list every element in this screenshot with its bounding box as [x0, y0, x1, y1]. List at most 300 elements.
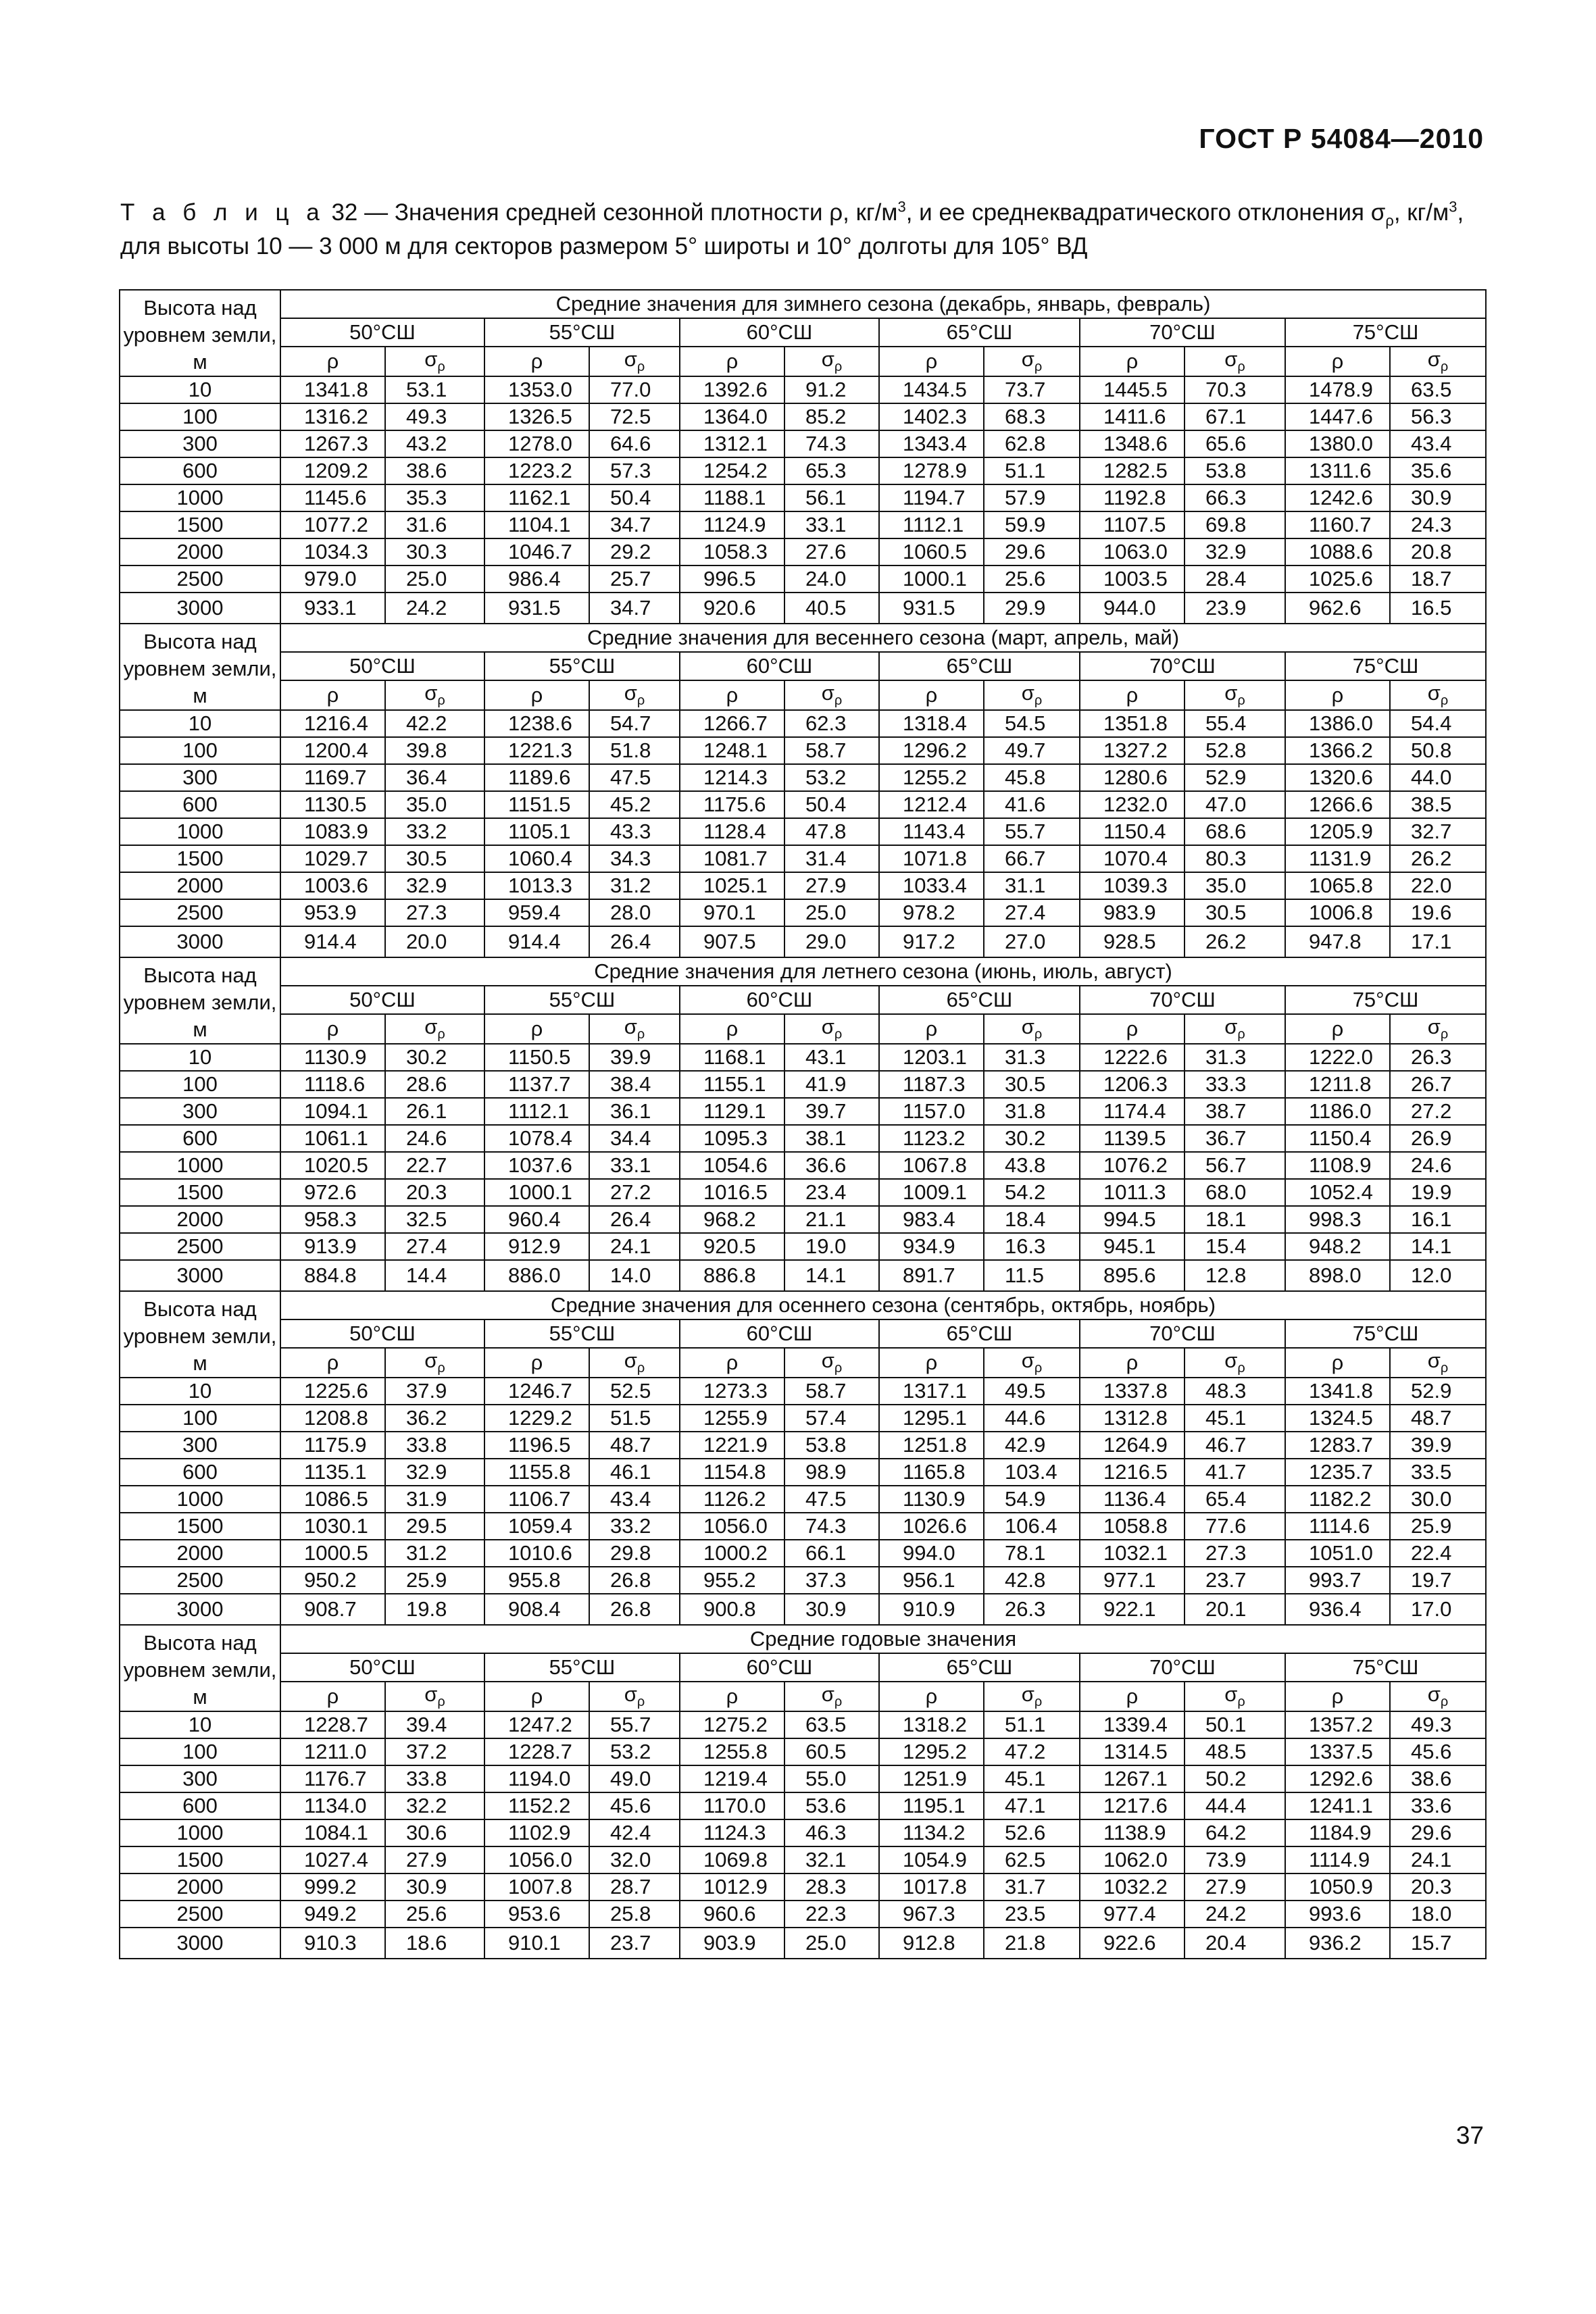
density-cell: 1222.6	[1080, 1044, 1184, 1071]
density-symbol-header: ρ	[484, 680, 589, 710]
density-cell: 1247.2	[484, 1711, 589, 1738]
density-cell: 1130.5	[280, 791, 385, 818]
sigma-cell: 33.3	[1184, 1071, 1285, 1098]
density-cell: 1175.9	[280, 1432, 385, 1459]
section-title: Средние значения для осеннего сезона (сентябрь, октябрь, ноябрь)	[280, 1291, 1486, 1319]
sigma-symbol-header	[589, 1682, 680, 1711]
sigma-cell: 57.4	[784, 1405, 879, 1432]
sigma-cell: 34.4	[589, 1125, 680, 1152]
sigma-symbol: σ	[624, 347, 637, 372]
density-cell: 1174.4	[1080, 1098, 1184, 1125]
density-cell: 1282.5	[1080, 457, 1184, 484]
table-row	[120, 1098, 1486, 1125]
height-cell: 600	[120, 1459, 280, 1486]
sigma-cell: 31.4	[784, 845, 879, 872]
sigma-symbol-header	[589, 347, 680, 376]
sigma-cell: 29.8	[589, 1540, 680, 1567]
density-cell: 908.7	[280, 1594, 385, 1625]
density-cell: 1184.9	[1285, 1819, 1390, 1846]
height-cell: 100	[120, 1738, 280, 1765]
sigma-subscript: ρ	[437, 693, 445, 709]
density-cell: 1170.0	[680, 1792, 784, 1819]
density-cell: 1134.2	[879, 1819, 984, 1846]
sigma-symbol-header	[385, 680, 484, 710]
density-cell: 1194.0	[484, 1765, 589, 1792]
sigma-cell: 47.8	[784, 818, 879, 845]
table-row	[120, 1846, 1486, 1873]
density-cell: 1033.4	[879, 872, 984, 899]
density-cell: 1013.3	[484, 872, 589, 899]
caption-text-4: ,	[1457, 199, 1464, 226]
sigma-cell: 29.0	[784, 926, 879, 957]
sigma-subscript: ρ	[834, 693, 843, 709]
symbol-header-row	[120, 680, 1486, 710]
height-column-header: Высота над уровнем земли, м	[120, 290, 280, 376]
sigma-cell: 106.4	[984, 1513, 1080, 1540]
density-cell: 1386.0	[1285, 710, 1390, 737]
sigma-cell: 64.2	[1184, 1819, 1285, 1846]
density-cell: 1341.8	[1285, 1378, 1390, 1405]
sigma-subscript: ρ	[637, 1027, 645, 1042]
latitude-header: 55°СШ	[484, 986, 680, 1014]
symbol-header-row	[120, 1348, 1486, 1378]
density-cell: 1088.6	[1285, 538, 1390, 565]
table-row	[120, 1819, 1486, 1846]
density-cell: 1208.8	[280, 1405, 385, 1432]
density-cell: 1255.9	[680, 1405, 784, 1432]
density-cell: 1134.0	[280, 1792, 385, 1819]
sigma-cell: 14.4	[385, 1260, 484, 1291]
sigma-cell: 35.6	[1390, 457, 1486, 484]
density-symbol-header: ρ	[879, 1682, 984, 1711]
density-cell: 986.4	[484, 565, 589, 593]
sigma-cell: 42.4	[589, 1819, 680, 1846]
sigma-cell: 30.3	[385, 538, 484, 565]
sigma-cell: 66.3	[1184, 484, 1285, 511]
density-symbol-header: ρ	[280, 1348, 385, 1378]
latitude-header: 60°СШ	[680, 1319, 879, 1348]
sigma-cell: 40.5	[784, 593, 879, 624]
latitude-header: 60°СШ	[680, 318, 879, 347]
sigma-cell: 53.2	[589, 1738, 680, 1765]
density-cell: 1135.1	[280, 1459, 385, 1486]
density-cell: 1266.6	[1285, 791, 1390, 818]
table-row	[120, 565, 1486, 593]
sigma-cell: 49.3	[1390, 1711, 1486, 1738]
density-cell: 970.1	[680, 899, 784, 926]
density-cell: 1314.5	[1080, 1738, 1184, 1765]
sigma-subscript: ρ	[834, 359, 843, 375]
density-cell: 977.1	[1080, 1567, 1184, 1594]
density-cell: 1200.4	[280, 737, 385, 764]
density-cell: 953.9	[280, 899, 385, 926]
sigma-cell: 28.6	[385, 1071, 484, 1098]
sigma-cell: 27.6	[784, 538, 879, 565]
sigma-cell: 26.9	[1390, 1125, 1486, 1152]
density-cell: 933.1	[280, 593, 385, 624]
density-cell: 1188.1	[680, 484, 784, 511]
sigma-cell: 31.9	[385, 1486, 484, 1513]
density-cell: 1251.9	[879, 1765, 984, 1792]
table-row	[120, 899, 1486, 926]
density-cell: 1105.1	[484, 818, 589, 845]
sigma-cell: 23.5	[984, 1901, 1080, 1928]
density-cell: 1337.8	[1080, 1378, 1184, 1405]
sigma-cell: 46.7	[1184, 1432, 1285, 1459]
sigma-cell: 27.9	[784, 872, 879, 899]
sigma-cell: 30.2	[984, 1125, 1080, 1152]
density-cell: 1241.1	[1285, 1792, 1390, 1819]
sigma-cell: 24.3	[1390, 511, 1486, 538]
caption-text-2: , и ее среднеквадратического отклонения σ	[905, 199, 1386, 226]
sigma-symbol-header	[1390, 1014, 1486, 1044]
sigma-cell: 78.1	[984, 1540, 1080, 1567]
sigma-cell: 44.0	[1390, 764, 1486, 791]
sigma-cell: 26.4	[589, 1206, 680, 1233]
density-symbol-header: ρ	[280, 680, 385, 710]
density-cell: 1143.4	[879, 818, 984, 845]
density-cell: 1058.3	[680, 538, 784, 565]
caption-text-1: — Значения средней сезонной плотности ρ, кг/м	[357, 199, 898, 226]
density-cell: 1339.4	[1080, 1711, 1184, 1738]
table-row	[120, 1711, 1486, 1738]
sigma-cell: 26.3	[1390, 1044, 1486, 1071]
density-cell: 1447.6	[1285, 403, 1390, 430]
sigma-symbol-header	[784, 1682, 879, 1711]
density-cell: 1225.6	[280, 1378, 385, 1405]
density-symbol-header: ρ	[1080, 1682, 1184, 1711]
sigma-symbol: σ	[1427, 681, 1441, 705]
table-row	[120, 1432, 1486, 1459]
density-cell: 1025.1	[680, 872, 784, 899]
latitude-header: 65°СШ	[879, 1653, 1080, 1682]
height-cell: 10	[120, 710, 280, 737]
sigma-cell: 31.6	[385, 511, 484, 538]
height-cell: 600	[120, 791, 280, 818]
sigma-cell: 49.3	[385, 403, 484, 430]
sigma-cell: 32.0	[589, 1846, 680, 1873]
sigma-cell: 46.1	[589, 1459, 680, 1486]
density-cell: 1292.6	[1285, 1765, 1390, 1792]
sigma-cell: 27.2	[589, 1179, 680, 1206]
density-cell: 1280.6	[1080, 764, 1184, 791]
sigma-cell: 42.9	[984, 1432, 1080, 1459]
density-cell: 999.2	[280, 1873, 385, 1901]
sigma-cell: 39.7	[784, 1098, 879, 1125]
latitude-header: 75°СШ	[1285, 652, 1486, 680]
sigma-subscript: ρ	[437, 1361, 445, 1376]
density-cell: 1026.6	[879, 1513, 984, 1540]
density-cell: 1216.5	[1080, 1459, 1184, 1486]
sigma-cell: 35.0	[385, 791, 484, 818]
table-row	[120, 926, 1486, 957]
table-row	[120, 1567, 1486, 1594]
sigma-symbol-header	[1184, 347, 1285, 376]
sigma-cell: 22.4	[1390, 1540, 1486, 1567]
page-number: 37	[1455, 2121, 1484, 2149]
density-cell: 1039.3	[1080, 872, 1184, 899]
density-cell: 945.1	[1080, 1233, 1184, 1260]
height-column-header: Высота над уровнем земли, м	[120, 1625, 280, 1711]
sigma-symbol-header	[1184, 680, 1285, 710]
caption-sup-2: 3	[1449, 198, 1457, 216]
sigma-subscript: ρ	[834, 1361, 843, 1376]
sigma-cell: 20.8	[1390, 538, 1486, 565]
density-cell: 1027.4	[280, 1846, 385, 1873]
table-row	[120, 1765, 1486, 1792]
density-symbol-header: ρ	[484, 1682, 589, 1711]
sigma-cell: 54.4	[1390, 710, 1486, 737]
sigma-subscript: ρ	[437, 359, 445, 375]
sigma-cell: 18.7	[1390, 565, 1486, 593]
sigma-subscript: ρ	[1440, 359, 1449, 375]
sigma-cell: 52.5	[589, 1378, 680, 1405]
sigma-cell: 31.3	[984, 1044, 1080, 1071]
latitude-header: 65°СШ	[879, 652, 1080, 680]
density-cell: 1187.3	[879, 1071, 984, 1098]
sigma-cell: 62.3	[784, 710, 879, 737]
sigma-cell: 23.4	[784, 1179, 879, 1206]
sigma-cell: 26.2	[1184, 926, 1285, 957]
height-cell: 3000	[120, 1594, 280, 1625]
density-cell: 1058.8	[1080, 1513, 1184, 1540]
sigma-cell: 27.4	[385, 1233, 484, 1260]
sigma-cell: 25.0	[784, 1928, 879, 1959]
height-cell: 10	[120, 1044, 280, 1071]
latitude-header: 55°СШ	[484, 652, 680, 680]
height-cell: 300	[120, 1432, 280, 1459]
sigma-cell: 41.9	[784, 1071, 879, 1098]
sigma-cell: 56.7	[1184, 1152, 1285, 1179]
density-cell: 994.5	[1080, 1206, 1184, 1233]
sigma-cell: 52.9	[1390, 1378, 1486, 1405]
table-row	[120, 1125, 1486, 1152]
sigma-cell: 30.2	[385, 1044, 484, 1071]
latitude-header: 75°СШ	[1285, 986, 1486, 1014]
latitude-header: 60°СШ	[680, 1653, 879, 1682]
sigma-cell: 18.6	[385, 1928, 484, 1959]
sigma-cell: 37.2	[385, 1738, 484, 1765]
sigma-cell: 53.6	[784, 1792, 879, 1819]
sigma-cell: 47.5	[784, 1486, 879, 1513]
density-cell: 1059.4	[484, 1513, 589, 1540]
density-cell: 1295.1	[879, 1405, 984, 1432]
sigma-cell: 24.1	[1390, 1846, 1486, 1873]
sigma-cell: 29.9	[984, 593, 1080, 624]
sigma-subscript: ρ	[637, 1361, 645, 1376]
sigma-cell: 46.3	[784, 1819, 879, 1846]
density-cell: 1000.5	[280, 1540, 385, 1567]
sigma-cell: 69.8	[1184, 511, 1285, 538]
density-cell: 1138.9	[1080, 1819, 1184, 1846]
density-symbol-header: ρ	[484, 1348, 589, 1378]
density-cell: 1155.1	[680, 1071, 784, 1098]
density-cell: 1195.1	[879, 1792, 984, 1819]
sigma-cell: 36.1	[589, 1098, 680, 1125]
density-cell: 1032.1	[1080, 1540, 1184, 1567]
density-cell: 962.6	[1285, 593, 1390, 624]
height-cell: 3000	[120, 1260, 280, 1291]
density-cell: 1076.2	[1080, 1152, 1184, 1179]
sigma-cell: 58.7	[784, 1378, 879, 1405]
sigma-cell: 34.7	[589, 511, 680, 538]
density-cell: 1067.8	[879, 1152, 984, 1179]
density-symbol-header: ρ	[1285, 1348, 1390, 1378]
caption-line-2: для высоты 10 — 3 000 м для секторов размером 5° широты и 10° долготы для 105° ВД	[120, 233, 1088, 259]
sigma-cell: 15.4	[1184, 1233, 1285, 1260]
density-cell: 1264.9	[1080, 1432, 1184, 1459]
density-cell: 1348.6	[1080, 430, 1184, 457]
table-row	[120, 593, 1486, 624]
sigma-cell: 32.7	[1390, 818, 1486, 845]
density-cell: 1206.3	[1080, 1071, 1184, 1098]
sigma-symbol: σ	[424, 1349, 438, 1373]
sigma-symbol-header	[1390, 1348, 1486, 1378]
height-cell: 2500	[120, 899, 280, 926]
density-cell: 1337.5	[1285, 1738, 1390, 1765]
sigma-cell: 15.7	[1390, 1928, 1486, 1959]
sigma-cell: 32.1	[784, 1846, 879, 1873]
density-cell: 1130.9	[879, 1486, 984, 1513]
sigma-cell: 55.7	[984, 818, 1080, 845]
table-row	[120, 1513, 1486, 1540]
caption-sup-1: 3	[897, 198, 906, 216]
sigma-cell: 27.3	[1184, 1540, 1285, 1567]
density-cell: 1221.9	[680, 1432, 784, 1459]
height-cell: 2000	[120, 1873, 280, 1901]
caption-number: 32	[331, 199, 358, 226]
sigma-symbol-header	[984, 1014, 1080, 1044]
sigma-cell: 16.5	[1390, 593, 1486, 624]
density-cell: 1007.8	[484, 1873, 589, 1901]
sigma-cell: 27.3	[385, 899, 484, 926]
latitude-header: 75°СШ	[1285, 1319, 1486, 1348]
density-cell: 1151.5	[484, 791, 589, 818]
sigma-cell: 60.5	[784, 1738, 879, 1765]
table-row	[120, 430, 1486, 457]
latitude-header-row	[120, 1653, 1486, 1682]
height-cell: 100	[120, 737, 280, 764]
density-cell: 1235.7	[1285, 1459, 1390, 1486]
sigma-subscript: ρ	[1237, 1361, 1245, 1376]
density-cell: 1032.2	[1080, 1873, 1184, 1901]
latitude-header: 70°СШ	[1080, 1319, 1285, 1348]
density-cell: 1316.2	[280, 403, 385, 430]
density-cell: 920.6	[680, 593, 784, 624]
sigma-cell: 80.3	[1184, 845, 1285, 872]
height-cell: 1000	[120, 818, 280, 845]
sigma-cell: 51.5	[589, 1405, 680, 1432]
sigma-subscript: ρ	[1034, 1361, 1043, 1376]
latitude-header-row	[120, 1319, 1486, 1348]
height-cell: 1000	[120, 1819, 280, 1846]
sigma-cell: 39.8	[385, 737, 484, 764]
density-cell: 1084.1	[280, 1819, 385, 1846]
density-cell: 1194.7	[879, 484, 984, 511]
sigma-cell: 53.8	[1184, 457, 1285, 484]
latitude-header-row	[120, 986, 1486, 1014]
density-cell: 1050.9	[1285, 1873, 1390, 1901]
sigma-cell: 25.9	[1390, 1513, 1486, 1540]
density-cell: 936.2	[1285, 1928, 1390, 1959]
latitude-header: 55°СШ	[484, 1653, 680, 1682]
sigma-cell: 34.7	[589, 593, 680, 624]
sigma-cell: 57.9	[984, 484, 1080, 511]
density-table-body	[120, 290, 1486, 1959]
sigma-cell: 29.6	[1390, 1819, 1486, 1846]
sigma-subscript: ρ	[1034, 1027, 1043, 1042]
density-symbol-header: ρ	[680, 347, 784, 376]
sigma-cell: 31.2	[589, 872, 680, 899]
density-cell: 914.4	[484, 926, 589, 957]
density-cell: 958.3	[280, 1206, 385, 1233]
density-cell: 1083.9	[280, 818, 385, 845]
sigma-symbol: σ	[624, 1682, 637, 1707]
density-cell: 1062.0	[1080, 1846, 1184, 1873]
density-cell: 1102.9	[484, 1819, 589, 1846]
sigma-subscript: ρ	[1034, 359, 1043, 375]
density-cell: 1056.0	[680, 1513, 784, 1540]
density-cell: 1228.7	[280, 1711, 385, 1738]
density-symbol-header: ρ	[1285, 347, 1390, 376]
density-cell: 1324.5	[1285, 1405, 1390, 1432]
sigma-cell: 25.0	[784, 899, 879, 926]
height-cell: 1500	[120, 1179, 280, 1206]
sigma-symbol: σ	[424, 681, 438, 705]
sigma-cell: 36.7	[1184, 1125, 1285, 1152]
sigma-cell: 31.3	[1184, 1044, 1285, 1071]
sigma-cell: 34.3	[589, 845, 680, 872]
density-cell: 931.5	[484, 593, 589, 624]
document-standard-number: ГОСТ Р 54084—2010	[1199, 123, 1484, 154]
table-row	[120, 1540, 1486, 1567]
density-cell: 1311.6	[1285, 457, 1390, 484]
sigma-cell: 47.1	[984, 1792, 1080, 1819]
sigma-cell: 12.0	[1390, 1260, 1486, 1291]
sigma-cell: 33.1	[784, 511, 879, 538]
density-symbol-header: ρ	[484, 347, 589, 376]
latitude-header: 65°СШ	[879, 318, 1080, 347]
sigma-cell: 32.2	[385, 1792, 484, 1819]
sigma-cell: 23.7	[589, 1928, 680, 1959]
sigma-cell: 50.4	[784, 791, 879, 818]
density-cell: 1123.2	[879, 1125, 984, 1152]
density-symbol-header: ρ	[680, 1348, 784, 1378]
sigma-cell: 26.8	[589, 1594, 680, 1625]
sigma-cell: 30.5	[1184, 899, 1285, 926]
density-cell: 922.1	[1080, 1594, 1184, 1625]
latitude-header-row	[120, 652, 1486, 680]
sigma-cell: 68.3	[984, 403, 1080, 430]
density-cell: 983.9	[1080, 899, 1184, 926]
latitude-header: 60°СШ	[680, 986, 879, 1014]
density-cell: 1118.6	[280, 1071, 385, 1098]
density-cell: 884.8	[280, 1260, 385, 1291]
density-cell: 1196.5	[484, 1432, 589, 1459]
sigma-cell: 35.3	[385, 484, 484, 511]
sigma-cell: 39.9	[1390, 1432, 1486, 1459]
sigma-cell: 103.4	[984, 1459, 1080, 1486]
density-cell: 1095.3	[680, 1125, 784, 1152]
density-cell: 1029.7	[280, 845, 385, 872]
table-row	[120, 1179, 1486, 1206]
density-cell: 944.0	[1080, 593, 1184, 624]
sigma-cell: 70.3	[1184, 376, 1285, 403]
latitude-header: 50°СШ	[280, 1653, 484, 1682]
density-cell: 1229.2	[484, 1405, 589, 1432]
sigma-cell: 33.1	[589, 1152, 680, 1179]
density-cell: 1317.1	[879, 1378, 984, 1405]
